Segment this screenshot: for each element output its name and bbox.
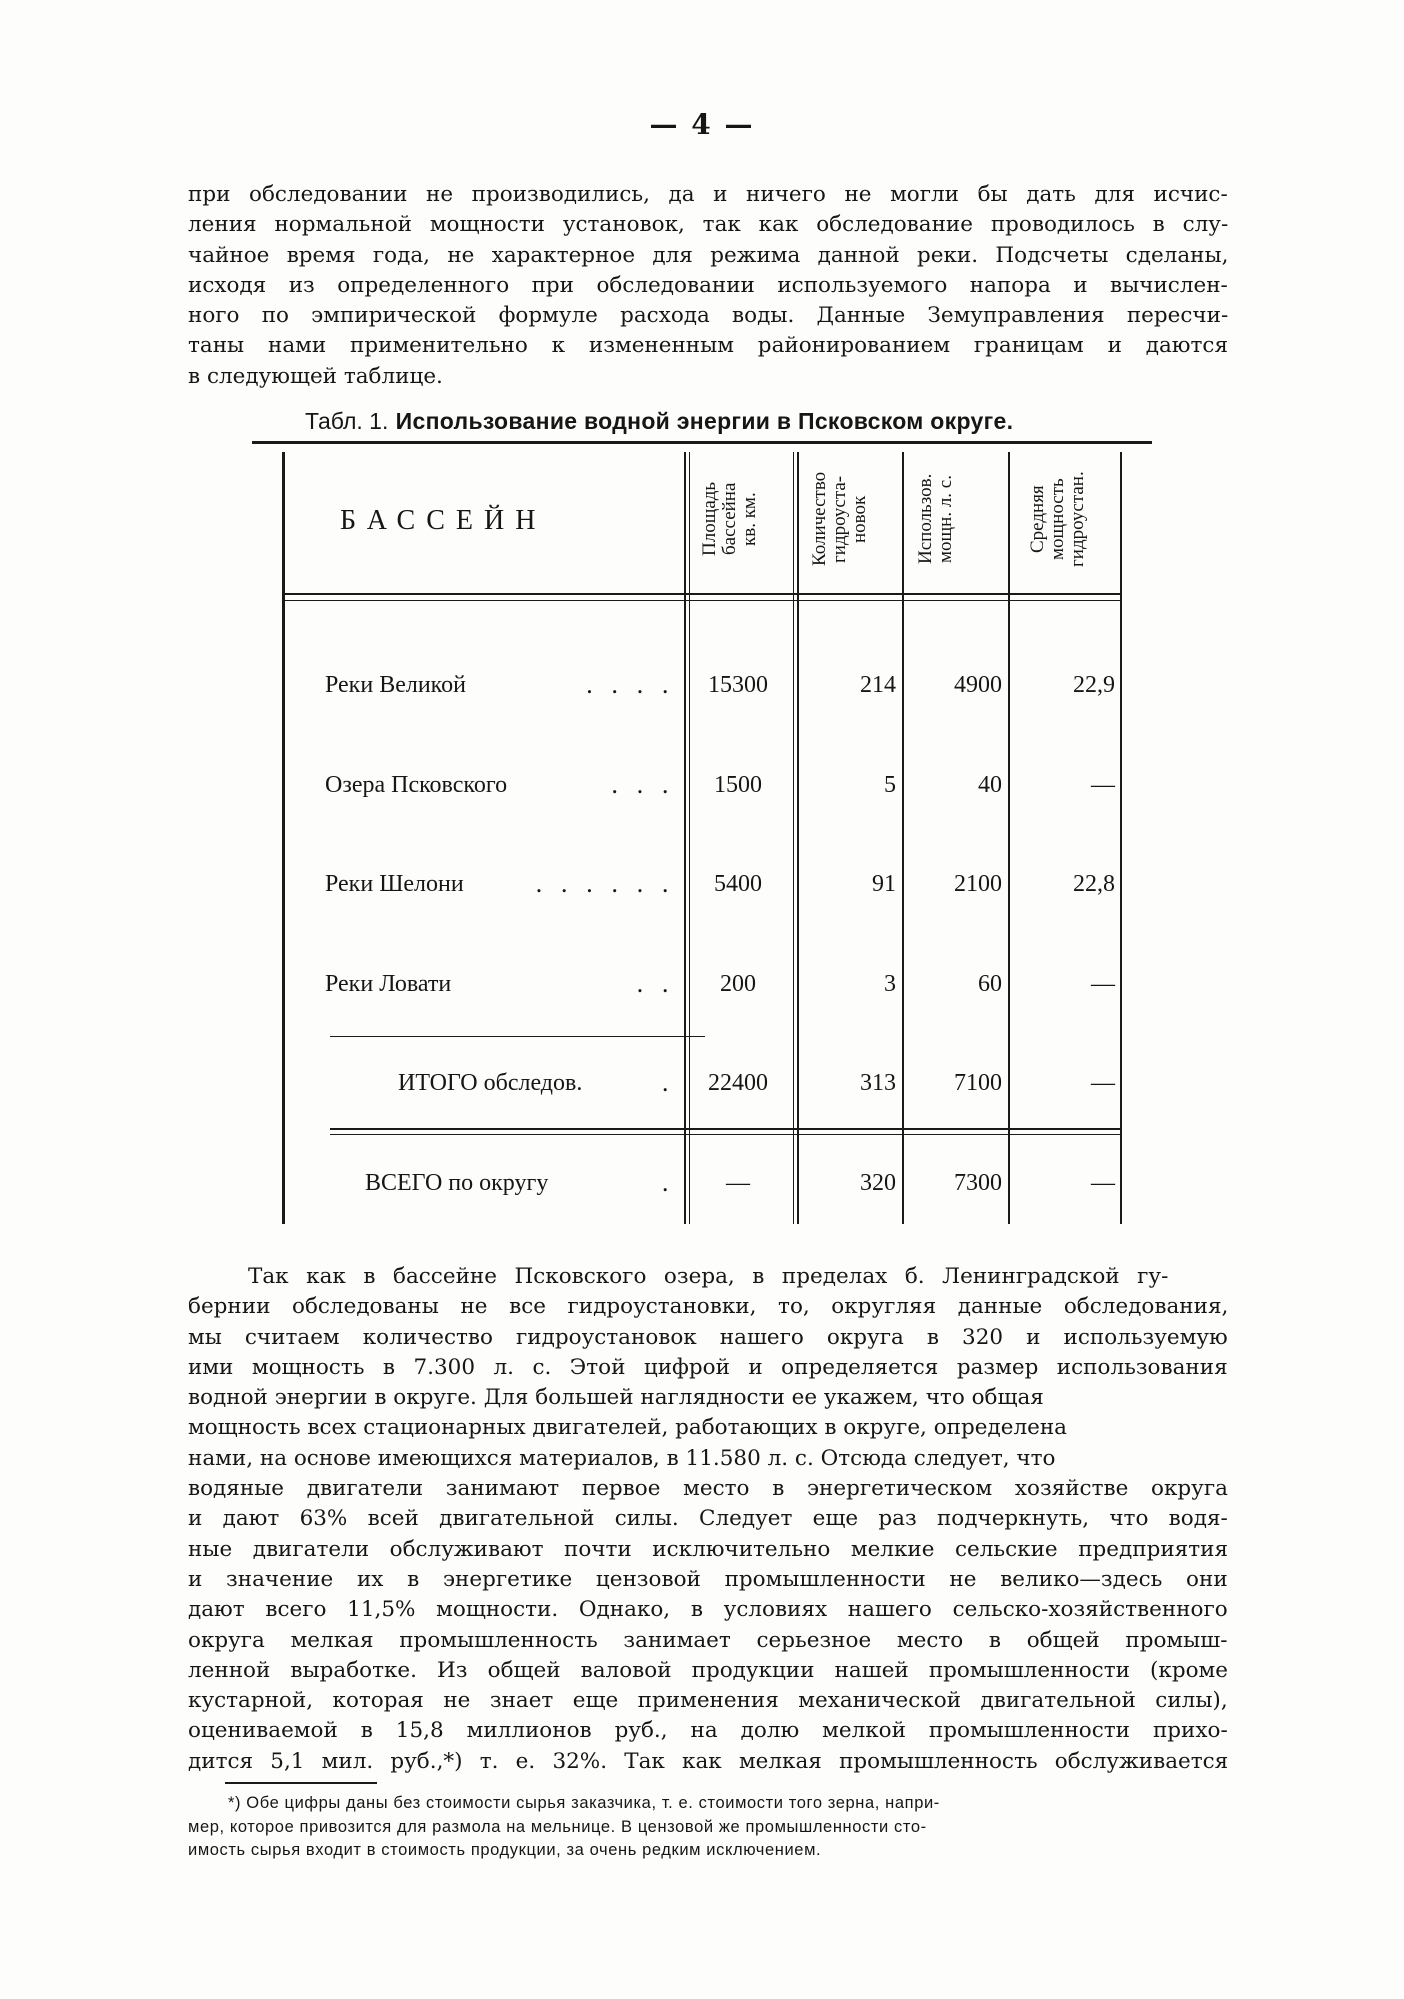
total-area: 22400	[708, 1070, 768, 1096]
power-used: 40	[978, 772, 1002, 798]
text-line: ленной выработке. Из общей валовой продукции нашей промышленности (кроме	[188, 1657, 1229, 1683]
table-header-rule	[285, 600, 1120, 601]
table-top-rule	[252, 441, 1152, 444]
text-line: ления нормальной мощности установок, так как обследование проводилось в слу-	[188, 212, 1229, 238]
table-total-row	[0, 1063, 1404, 1103]
footnote-line: мер, которое привозится для размола на мельнице. В цензовой же промышленности сто-	[188, 1817, 927, 1836]
header-power: Использов. мощн. л. с.	[915, 473, 956, 565]
text-line: исходя из определенного при обследовании используемого напора и вычислен-	[188, 272, 1228, 298]
header-avg-power: Средняя мощность гидроустан.	[1027, 471, 1088, 567]
grand-total-power: 7300	[954, 1170, 1002, 1196]
text-line: ими мощность в 7.300 л. с. Этой цифрой и определяется размер использования	[188, 1354, 1228, 1380]
grand-total-label: ВСЕГО по округу	[365, 1170, 549, 1196]
table-header-rule	[285, 593, 1120, 595]
table-row	[0, 665, 1404, 705]
paragraph-intro	[188, 180, 1228, 392]
leader-dots: .	[661, 1169, 674, 1197]
avg-power: —	[1091, 772, 1115, 798]
text-line: нами, на основе имеющихся материалов, в 11.580 л. с. Отсюда следует, что	[188, 1445, 1056, 1471]
avg-power: —	[1091, 971, 1115, 997]
basin-area: 1500	[714, 772, 762, 798]
plant-count: 91	[872, 871, 896, 897]
leader-dots: . . .	[610, 771, 674, 799]
total-label: ИТОГО обследов.	[398, 1070, 583, 1096]
text-line: ные двигатели обслуживают почти исключительно мелкие сельские предприятия	[188, 1536, 1229, 1562]
header-basin: БАССЕЙН	[340, 505, 547, 536]
table-caption-title: Использование водной энергии в Псковском округе.	[395, 408, 1014, 434]
col-separator	[684, 452, 686, 1224]
basin-area: 15300	[708, 672, 768, 698]
basin-name: Реки Ловати	[325, 971, 452, 997]
grand-total-area: —	[726, 1170, 750, 1196]
col-separator	[902, 452, 904, 1224]
text-line: и значение их в энергетике цензовой промышленности не велико—здесь они	[188, 1566, 1228, 1592]
table-left-border	[282, 452, 285, 1224]
text-line: водной энергии в округе. Для большей наглядности ее укажем, что общая	[188, 1385, 1044, 1411]
basin-area: 200	[720, 971, 756, 997]
text-line: водяные двигатели занимают первое место в энергетическом хозяйстве округа	[188, 1476, 1228, 1502]
table-grand-total-row	[0, 1163, 1404, 1203]
power-used: 2100	[954, 871, 1002, 897]
table-caption-label: Табл. 1.	[305, 408, 389, 434]
total-count: 313	[860, 1070, 896, 1096]
grand-total-avg: —	[1091, 1170, 1115, 1196]
leader-dots: . . . . . .	[535, 870, 674, 898]
footnote-line: *) Обе цифры даны без стоимости сырья заказчика, т. е. стоимости того зерна, напри-	[228, 1794, 940, 1812]
text-line: при обследовании не производились, да и ничего не могли бы дать для исчис-	[188, 182, 1228, 207]
table-row	[0, 964, 1404, 1004]
footnote	[188, 1792, 1228, 1863]
col-separator	[793, 452, 794, 1224]
text-line: в следующей таблице.	[188, 363, 443, 389]
leader-dots: .	[661, 1069, 674, 1097]
plant-count: 214	[860, 672, 896, 698]
leader-dots: . . . .	[585, 671, 674, 699]
text-line: оцениваемой в 15,8 миллионов руб., на долю мелкой промышленности прихо-	[188, 1718, 1228, 1744]
col-separator	[797, 452, 799, 1224]
col-separator	[1120, 452, 1122, 1224]
table-row	[0, 864, 1404, 904]
basin-name: Озера Псковского	[325, 772, 508, 798]
text-line: бернии обследованы не все гидроустановки, то, округляя данные обследования,	[188, 1294, 1229, 1320]
text-line: дится 5,1 мил. руб.,*) т. е. 32%. Так как мелкая промышленность обслуживается	[188, 1748, 1229, 1774]
total-power: 7100	[954, 1070, 1002, 1096]
page-number: — 4 —	[649, 108, 755, 141]
avg-power: 22,8	[1073, 871, 1115, 897]
power-used: 4900	[954, 672, 1002, 698]
avg-power: 22,9	[1073, 672, 1115, 698]
basin-area: 5400	[714, 871, 762, 897]
text-line: Так как в бассейне Псковского озера, в пределах б. Ленинградской гу-	[248, 1264, 1169, 1289]
paragraph-analysis	[188, 1262, 1228, 1777]
table-caption	[305, 408, 1205, 435]
table-row	[0, 765, 1404, 805]
text-line: мощность всех стационарных двигателей, работающих в округе, определена	[188, 1415, 1067, 1441]
basin-name: Реки Шелони	[325, 871, 464, 897]
subtotal-rule	[330, 1036, 705, 1037]
text-line: и дают 63% всей двигательной силы. Следует еще раз подчеркнуть, что водя-	[188, 1506, 1228, 1532]
col-separator	[689, 452, 690, 1224]
header-area: Площадь бассейна кв. км.	[699, 481, 760, 557]
text-line: чайное время года, не характерное для режима данной реки. Подсчеты сделаны,	[188, 242, 1229, 268]
text-line: дают всего 11,5% мощности. Однако, в условиях нашего сельско-хозяйственного	[188, 1597, 1228, 1623]
plant-count: 3	[884, 971, 896, 997]
power-used: 60	[978, 971, 1002, 997]
col-separator	[1008, 452, 1010, 1224]
text-line: округа мелкая промышленность занимает серьезное место в общей промыш-	[188, 1627, 1228, 1653]
text-line: ного по эмпирической формуле расхода воды. Данные Земуправления пересчи-	[188, 303, 1229, 329]
total-avg: —	[1091, 1070, 1115, 1096]
text-line: мы считаем количество гидроустановок нашего округа в 320 и используемую	[188, 1324, 1228, 1350]
text-line: таны нами применительно к измененным районированием границам и даются	[188, 333, 1229, 359]
grand-total-count: 320	[860, 1170, 896, 1196]
plant-count: 5	[884, 772, 896, 798]
basin-name: Реки Великой	[325, 672, 466, 698]
header-count: Количество гидроуста- новок	[809, 471, 870, 567]
text-line: кустарной, которая не знает еще применения механической двигательной силы),	[188, 1688, 1228, 1714]
footnote-divider	[225, 1782, 377, 1784]
grand-total-rule	[330, 1128, 1120, 1130]
footnote-line: имость сырья входит в стоимость продукции, за очень редким исключением.	[188, 1841, 822, 1859]
grand-total-rule	[330, 1134, 1120, 1135]
leader-dots: . .	[636, 970, 674, 998]
